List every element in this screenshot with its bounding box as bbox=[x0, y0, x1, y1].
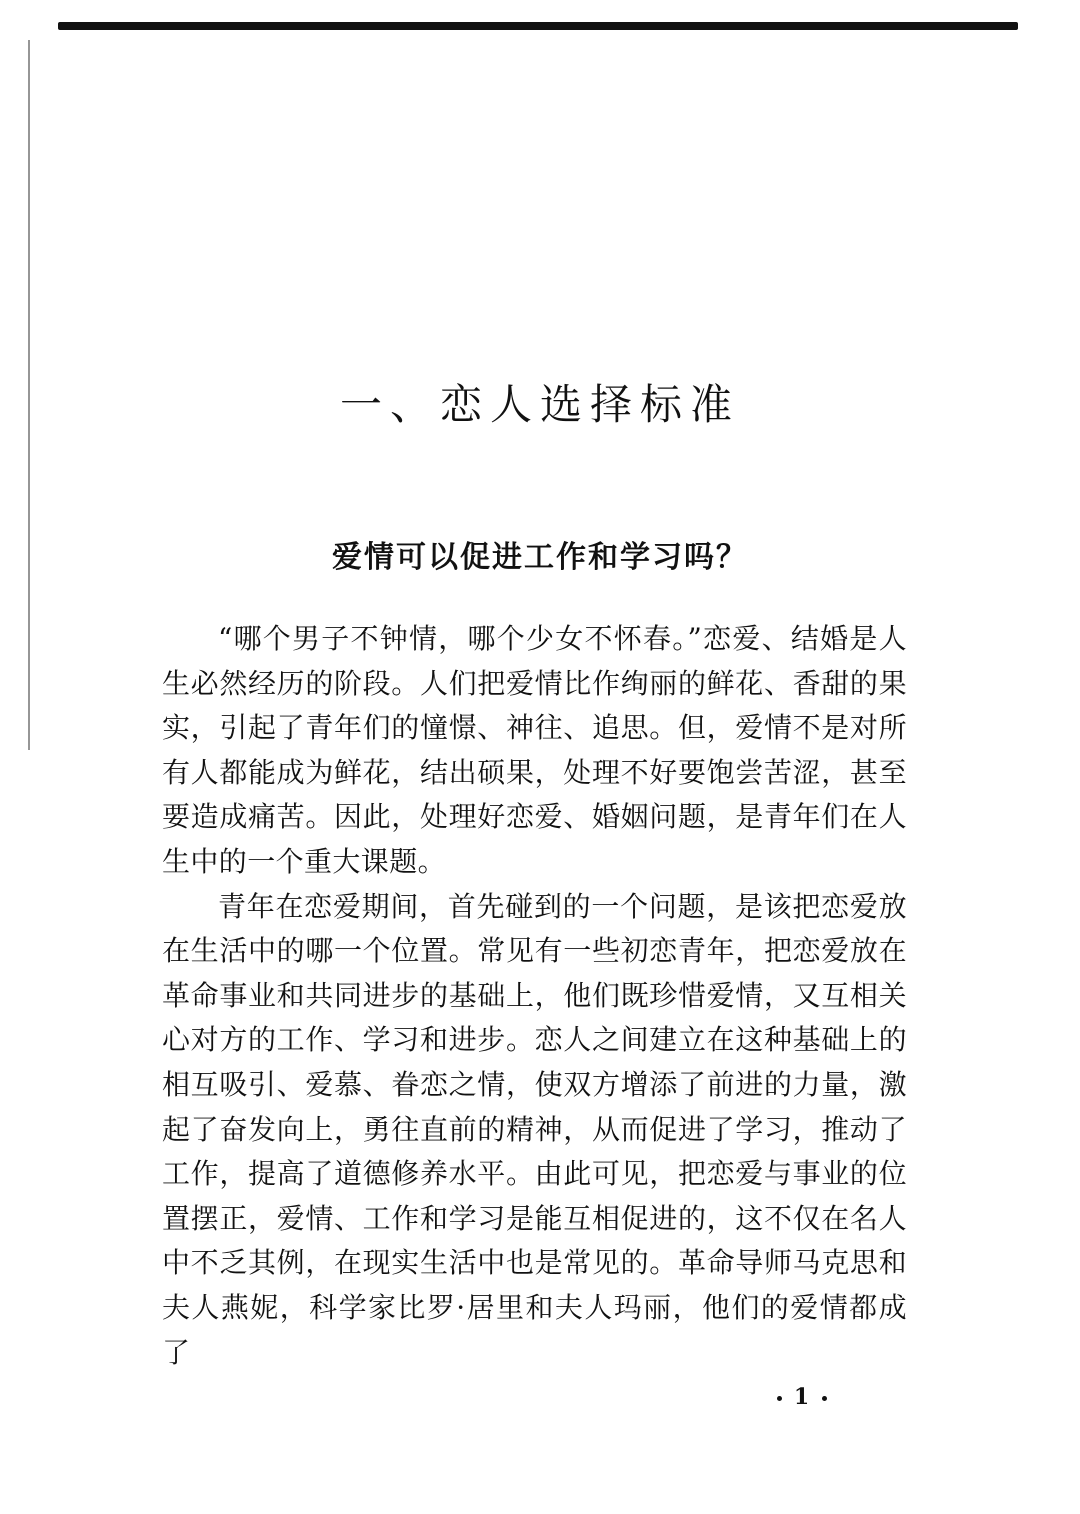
page-number-right-dot bbox=[822, 1396, 827, 1401]
paragraph-1: “哪个男子不钟情，哪个少女不怀春。”恋爱、结婚是人生必然经历的阶段。人们把爱情比作绚丽的鲜花、香甜的果实，引起了青年们的憧憬、神往、追思。但，爱情不是对所有人都能成为鲜花，结出硕果，处理不好要饱尝苦涩，甚至要造成痛苦。因此，处理好恋爱、婚姻问题，是青年们在人生中的一个重大课题。 bbox=[162, 622, 907, 878]
page-number-value: 1 bbox=[793, 1384, 811, 1410]
chapter-title: 一、恋人选择标准 bbox=[339, 380, 740, 429]
section-title: 爱情可以促进工作和学习吗？ bbox=[332, 540, 748, 575]
top-rule bbox=[58, 22, 1018, 30]
page-number-left-dot bbox=[777, 1396, 782, 1401]
page-number bbox=[752, 1384, 852, 1410]
body-text bbox=[162, 617, 907, 1375]
paragraph-2: 青年在恋爱期间，首先碰到的一个问题，是该把恋爱放在生活中的哪一个位置。常见有一些初恋青年，把恋爱放在革命事业和共同进步的基础上，他们既珍惜爱情，又互相关心对方的工作、学习和进步。恋人之间建立在这种基础上的相互吸引、爱慕、眷恋之情，使双方增添了前进的力量，激起了奋发向上，勇往直前的精神，从而促进了学习，推动了工作，提高了道德修养水平。由此可见，把恋爱与事业的位置摆正，爱情、工作和学习是能互相促进的，这不仅在名人中不乏其例，在现实生活中也是常见的。革命导师马克思和夫人燕妮，科学家比罗·居里和夫人玛丽，他们的爱情都成了 bbox=[162, 889, 907, 1369]
